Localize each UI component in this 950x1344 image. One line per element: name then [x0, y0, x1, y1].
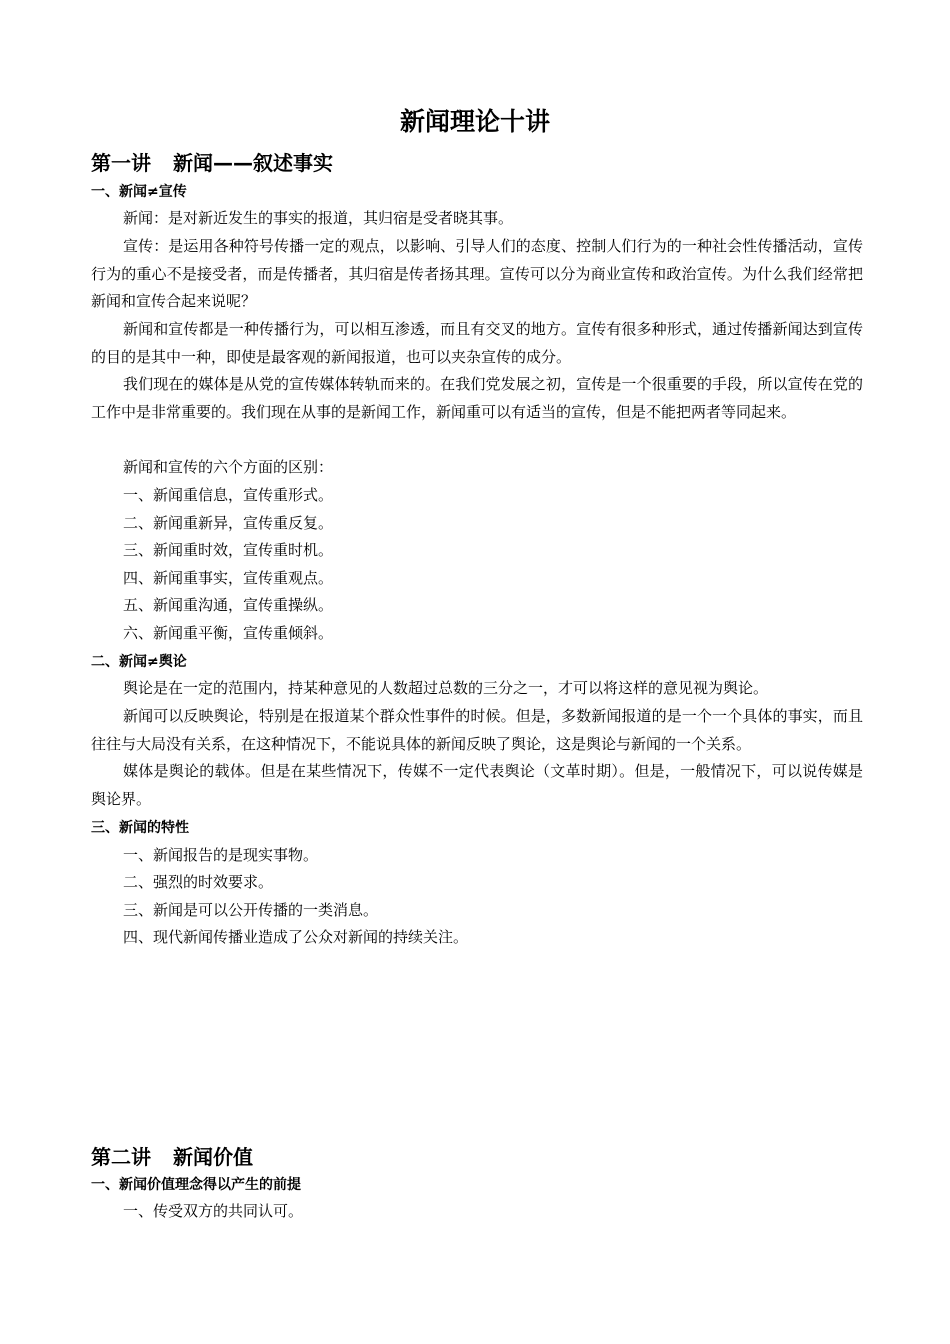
- section-heading-news-value-premise: 一、新闻价值理念得以产生的前提: [91, 1177, 301, 1193]
- paragraph-news-reflects-opinion: 新闻可以反映舆论，特别是在报道某个群众性事件的时候。但是，多数新闻报道的是一个一个具体的事实，而且往往与大局没有关系，在这种情况下，不能说具体的新闻反映了舆论，这是舆论与新闻的一个关系。: [91, 707, 863, 753]
- list-item: 二、强烈的时效要求。: [123, 873, 274, 891]
- lecture-2-title: [91, 1143, 253, 1171]
- paragraph-six-differences-intro: 新闻和宣传的六个方面的区别：: [123, 458, 334, 476]
- list-item: 一、新闻报告的是现实事物。: [123, 846, 319, 864]
- lecture-1-title: [91, 149, 333, 177]
- lecture-1-number: 第一讲: [91, 151, 151, 175]
- list-item: 一、新闻重信息，宣传重形式。: [123, 486, 334, 504]
- lecture-1-name: 新闻——叙述事实: [173, 151, 333, 175]
- paragraph-opinion-definition: 舆论是在一定的范围内，持某种意见的人数超过总数的三分之一，才可以将这样的意见视为舆论。: [123, 679, 769, 697]
- list-item: 四、新闻重事实，宣传重观点。: [123, 569, 334, 587]
- paragraph-media-carrier: 媒体是舆论的载体。但是在某些情况下，传媒不一定代表舆论（文革时期）。但是，一般情况下，可以说传媒是舆论界。: [91, 762, 863, 808]
- lecture-2-number: 第二讲: [91, 1145, 151, 1169]
- paragraph-media-origin: 我们现在的媒体是从党的宣传媒体转轨而来的。在我们党发展之初，宣传是一个很重要的手段，所以宣传在党的工作中是非常重要的。我们现在从事的是新闻工作，新闻重可以有适当的宣传，但是不能把两者等同起来。: [91, 375, 863, 421]
- list-item: 二、新闻重新异，宣传重反复。: [123, 514, 334, 532]
- section-heading-news-vs-propaganda: 一、新闻≠宣传: [91, 184, 187, 200]
- list-item: 五、新闻重沟通，宣传重操纵。: [123, 596, 334, 614]
- paragraph-news-definition: 新闻：是对新近发生的事实的报道，其归宿是受者晓其事。: [123, 209, 514, 227]
- list-item: 三、新闻是可以公开传播的一类消息。: [123, 901, 379, 919]
- lecture-2-name: 新闻价值: [173, 1145, 253, 1169]
- list-item: 四、现代新闻传播业造成了公众对新闻的持续关注。: [123, 928, 469, 946]
- section-heading-news-vs-opinion: 二、新闻≠舆论: [91, 654, 187, 670]
- section-heading-news-characteristics: 三、新闻的特性: [91, 820, 189, 836]
- document-title: 新闻理论十讲: [399, 107, 550, 136]
- list-item: 六、新闻重平衡，宣传重倾斜。: [123, 624, 334, 642]
- paragraph-news-propaganda-overlap: 新闻和宣传都是一种传播行为，可以相互渗透，而且有交叉的地方。宣传有很多种形式，通过传播新闻达到宣传的目的是其中一种，即使是最客观的新闻报道，也可以夹杂宣传的成分。: [91, 320, 863, 366]
- list-item: 三、新闻重时效，宣传重时机。: [123, 541, 334, 559]
- paragraph-propaganda-definition: 宣传：是运用各种符号传播一定的观点，以影响、引导人们的态度、控制人们行为的一种社会性传播活动，宣传行为的重心不是接受者，而是传播者，其归宿是传者扬其理。宣传可以分为商业宣传和政治宣传。为什么我们经常把新闻和宣传合起来说呢？: [91, 237, 863, 310]
- list-item: 一、传受双方的共同认可。: [123, 1202, 304, 1220]
